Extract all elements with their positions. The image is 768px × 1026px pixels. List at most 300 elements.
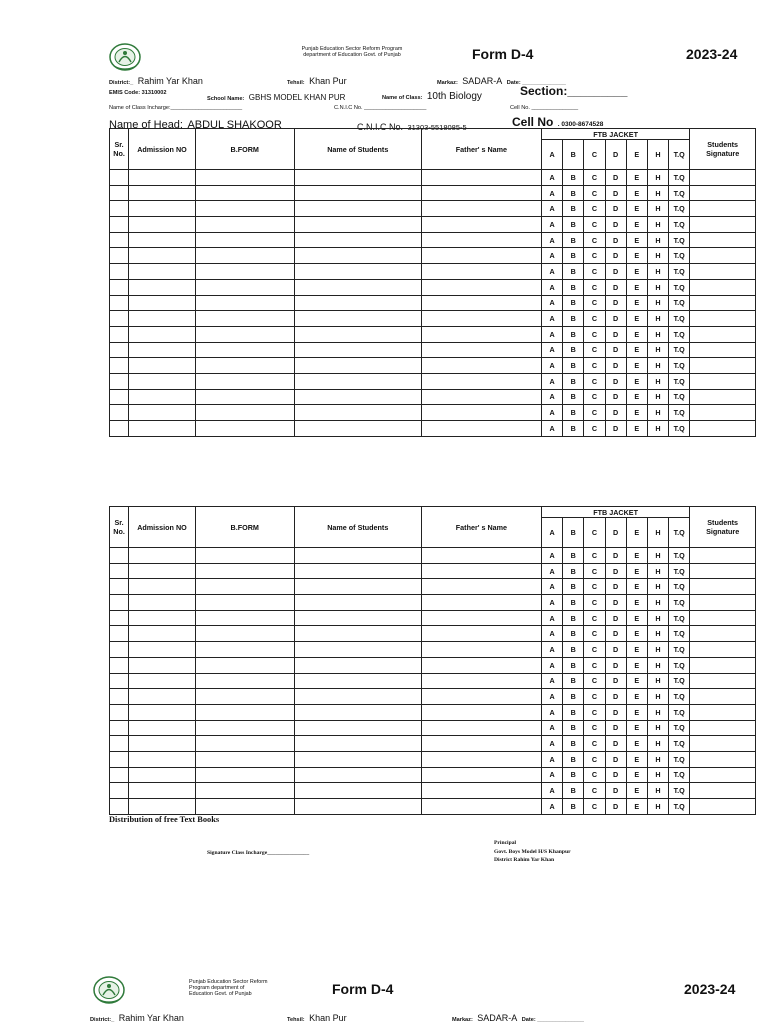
signature-cell bbox=[690, 673, 756, 689]
subject-cell: A bbox=[541, 642, 562, 658]
subject-cell: B bbox=[563, 751, 584, 767]
subject-cell: H bbox=[647, 704, 668, 720]
subject-cell: E bbox=[626, 342, 647, 358]
subject-cell: A bbox=[541, 217, 562, 233]
cnic-label: C.N.I.C No. bbox=[357, 122, 404, 132]
subject-cell: D bbox=[605, 720, 626, 736]
admission-no-cell bbox=[129, 751, 196, 767]
father-name-cell bbox=[421, 248, 541, 264]
father-name-cell bbox=[421, 783, 541, 799]
bform-cell bbox=[195, 217, 294, 233]
tehsil-label: Tehsil: bbox=[287, 80, 305, 86]
subject-cell: E bbox=[626, 373, 647, 389]
ftb-jacket-header: FTB JACKET bbox=[541, 507, 689, 518]
student-name-cell bbox=[294, 279, 421, 295]
subject-cell: T.Q bbox=[669, 295, 690, 311]
subject-header: H bbox=[647, 518, 668, 548]
subject-header: D bbox=[605, 140, 626, 170]
subject-cell: B bbox=[563, 736, 584, 752]
subject-cell: T.Q bbox=[669, 689, 690, 705]
signature-cell bbox=[690, 548, 756, 564]
subject-cell: C bbox=[584, 311, 605, 327]
subject-cell: B bbox=[563, 563, 584, 579]
school-label: School Name: bbox=[207, 96, 245, 102]
subject-cell: E bbox=[626, 767, 647, 783]
table-row bbox=[110, 610, 756, 626]
subject-cell: C bbox=[584, 373, 605, 389]
bform-cell bbox=[195, 689, 294, 705]
bform-cell bbox=[195, 248, 294, 264]
subject-cell: E bbox=[626, 657, 647, 673]
subject-cell: C bbox=[584, 783, 605, 799]
subject-cell: B bbox=[563, 421, 584, 437]
father-name-cell bbox=[421, 342, 541, 358]
cell-label: Cell No bbox=[512, 115, 554, 129]
subject-cell: C bbox=[584, 610, 605, 626]
sr-no-cell bbox=[110, 799, 129, 815]
subject-cell: C bbox=[584, 201, 605, 217]
subject-cell: H bbox=[647, 673, 668, 689]
subject-cell: A bbox=[541, 563, 562, 579]
sr-no-cell bbox=[110, 373, 129, 389]
subject-cell: C bbox=[584, 626, 605, 642]
subject-cell: E bbox=[626, 279, 647, 295]
student-table-2 bbox=[109, 506, 756, 815]
cnic-value: 31303-5518085-5 bbox=[407, 123, 467, 132]
subject-cell: D bbox=[605, 248, 626, 264]
principal-block bbox=[494, 839, 571, 865]
admission-no-cell bbox=[129, 311, 196, 327]
signature-cell bbox=[690, 421, 756, 437]
program-line: Program department of bbox=[189, 985, 245, 992]
table-row bbox=[110, 642, 756, 658]
subject-cell: E bbox=[626, 264, 647, 280]
admission-no-cell bbox=[129, 421, 196, 437]
subject-cell: E bbox=[626, 720, 647, 736]
father-name-cell bbox=[421, 579, 541, 595]
table-row bbox=[110, 358, 756, 374]
subject-cell: T.Q bbox=[669, 767, 690, 783]
district-label: District:_ bbox=[90, 1017, 115, 1023]
subject-cell: H bbox=[647, 326, 668, 342]
subject-cell: A bbox=[541, 657, 562, 673]
father-name-cell bbox=[421, 704, 541, 720]
sr-no-cell bbox=[110, 326, 129, 342]
bform-cell bbox=[195, 563, 294, 579]
subject-cell: A bbox=[541, 201, 562, 217]
incharge-cell-field: Cell No. _______________ bbox=[510, 105, 579, 111]
subject-cell: T.Q bbox=[669, 642, 690, 658]
subject-cell: C bbox=[584, 248, 605, 264]
punjab-logo bbox=[92, 975, 126, 1005]
subject-cell: C bbox=[584, 264, 605, 280]
subject-cell: D bbox=[605, 579, 626, 595]
subject-cell: C bbox=[584, 185, 605, 201]
father-name-cell bbox=[421, 405, 541, 421]
sr-no-cell bbox=[110, 342, 129, 358]
subject-header: E bbox=[626, 140, 647, 170]
student-name-cell bbox=[294, 736, 421, 752]
subject-cell: C bbox=[584, 799, 605, 815]
signature-cell bbox=[690, 389, 756, 405]
sr-no-cell bbox=[110, 657, 129, 673]
subject-cell: E bbox=[626, 595, 647, 611]
subject-cell: A bbox=[541, 232, 562, 248]
subject-cell: A bbox=[541, 548, 562, 564]
signature-cell bbox=[690, 358, 756, 374]
subject-cell: D bbox=[605, 689, 626, 705]
subject-cell: B bbox=[563, 548, 584, 564]
tehsil-label: Tehsil: bbox=[287, 1017, 305, 1023]
sr-no-cell bbox=[110, 389, 129, 405]
father-name-cell bbox=[421, 642, 541, 658]
bform-cell bbox=[195, 264, 294, 280]
sr-no-cell bbox=[110, 201, 129, 217]
student-name-cell bbox=[294, 170, 421, 186]
subject-cell: T.Q bbox=[669, 217, 690, 233]
subject-cell: H bbox=[647, 217, 668, 233]
subject-cell: B bbox=[563, 279, 584, 295]
bform-cell bbox=[195, 373, 294, 389]
admission-no-cell bbox=[129, 642, 196, 658]
district-label: District:_ bbox=[109, 80, 134, 86]
subject-cell: A bbox=[541, 405, 562, 421]
bform-cell bbox=[195, 389, 294, 405]
class-value: 10th Biology bbox=[426, 91, 482, 102]
subject-cell: E bbox=[626, 389, 647, 405]
table-row bbox=[110, 720, 756, 736]
table-row bbox=[110, 704, 756, 720]
subject-cell: B bbox=[563, 626, 584, 642]
subject-cell: E bbox=[626, 311, 647, 327]
signature-cell bbox=[690, 767, 756, 783]
subject-cell: E bbox=[626, 751, 647, 767]
table-row bbox=[110, 295, 756, 311]
table-row bbox=[110, 595, 756, 611]
sr-no-header: Sr. No. bbox=[110, 129, 129, 170]
bform-cell bbox=[195, 421, 294, 437]
student-name-cell bbox=[294, 595, 421, 611]
subject-cell: C bbox=[584, 405, 605, 421]
subject-cell: A bbox=[541, 295, 562, 311]
subject-cell: E bbox=[626, 326, 647, 342]
subject-cell: A bbox=[541, 689, 562, 705]
student-name-cell bbox=[294, 751, 421, 767]
student-name-cell bbox=[294, 405, 421, 421]
tehsil-value: Khan Pur bbox=[309, 1013, 347, 1023]
student-name-cell bbox=[294, 311, 421, 327]
class-label: Name of Class: bbox=[382, 95, 423, 101]
subject-cell: A bbox=[541, 799, 562, 815]
subject-cell: C bbox=[584, 217, 605, 233]
subject-cell: D bbox=[605, 642, 626, 658]
subject-cell: B bbox=[563, 720, 584, 736]
signature-cell bbox=[690, 736, 756, 752]
student-name-cell bbox=[294, 783, 421, 799]
subject-header: T.Q bbox=[669, 140, 690, 170]
signature-cell bbox=[690, 217, 756, 233]
subject-cell: B bbox=[563, 579, 584, 595]
subject-cell: D bbox=[605, 311, 626, 327]
subject-cell: D bbox=[605, 783, 626, 799]
sr-no-cell bbox=[110, 358, 129, 374]
father-name-cell bbox=[421, 548, 541, 564]
signature-cell bbox=[690, 248, 756, 264]
signature-cell bbox=[690, 279, 756, 295]
father-name-header: Father' s Name bbox=[421, 507, 541, 548]
table-row bbox=[110, 767, 756, 783]
subject-cell: D bbox=[605, 185, 626, 201]
sr-no-cell bbox=[110, 579, 129, 595]
father-name-cell bbox=[421, 232, 541, 248]
table-row bbox=[110, 232, 756, 248]
student-name-cell bbox=[294, 342, 421, 358]
subject-cell: H bbox=[647, 610, 668, 626]
sr-no-cell bbox=[110, 295, 129, 311]
subject-cell: T.Q bbox=[669, 657, 690, 673]
subject-cell: B bbox=[563, 342, 584, 358]
father-name-cell bbox=[421, 799, 541, 815]
subject-cell: C bbox=[584, 704, 605, 720]
subject-cell: A bbox=[541, 358, 562, 374]
subject-cell: B bbox=[563, 170, 584, 186]
father-name-cell bbox=[421, 264, 541, 280]
admission-no-header: Admission NO bbox=[129, 129, 196, 170]
student-name-cell bbox=[294, 610, 421, 626]
subject-cell: C bbox=[584, 548, 605, 564]
student-name-cell bbox=[294, 389, 421, 405]
subject-cell: T.Q bbox=[669, 389, 690, 405]
sr-no-cell bbox=[110, 626, 129, 642]
father-name-cell bbox=[421, 311, 541, 327]
sr-no-cell bbox=[110, 736, 129, 752]
subject-cell: H bbox=[647, 232, 668, 248]
bform-cell bbox=[195, 358, 294, 374]
subject-cell: T.Q bbox=[669, 232, 690, 248]
subject-cell: E bbox=[626, 673, 647, 689]
subject-cell: T.Q bbox=[669, 548, 690, 564]
signature-cell bbox=[690, 689, 756, 705]
punjab-logo bbox=[108, 42, 142, 72]
father-name-cell bbox=[421, 279, 541, 295]
admission-no-cell bbox=[129, 248, 196, 264]
subject-cell: B bbox=[563, 232, 584, 248]
subject-cell: A bbox=[541, 342, 562, 358]
subject-cell: E bbox=[626, 704, 647, 720]
subject-cell: H bbox=[647, 548, 668, 564]
father-name-cell bbox=[421, 217, 541, 233]
table-row bbox=[110, 264, 756, 280]
subject-header: E bbox=[626, 518, 647, 548]
bform-cell bbox=[195, 751, 294, 767]
subject-cell: H bbox=[647, 642, 668, 658]
subject-header: B bbox=[563, 518, 584, 548]
admission-no-cell bbox=[129, 185, 196, 201]
subject-cell: T.Q bbox=[669, 563, 690, 579]
subject-cell: D bbox=[605, 704, 626, 720]
subject-cell: A bbox=[541, 783, 562, 799]
sr-no-cell bbox=[110, 642, 129, 658]
student-name-cell bbox=[294, 295, 421, 311]
subject-cell: E bbox=[626, 217, 647, 233]
admission-no-cell bbox=[129, 373, 196, 389]
subject-cell: T.Q bbox=[669, 673, 690, 689]
subject-cell: T.Q bbox=[669, 342, 690, 358]
subject-header: C bbox=[584, 140, 605, 170]
signature-cell bbox=[690, 751, 756, 767]
subject-cell: D bbox=[605, 232, 626, 248]
subject-cell: C bbox=[584, 595, 605, 611]
subject-cell: H bbox=[647, 736, 668, 752]
student-name-cell bbox=[294, 421, 421, 437]
subject-cell: H bbox=[647, 311, 668, 327]
father-name-cell bbox=[421, 595, 541, 611]
subject-cell: A bbox=[541, 185, 562, 201]
subject-cell: T.Q bbox=[669, 326, 690, 342]
subject-cell: B bbox=[563, 217, 584, 233]
tehsil-value: Khan Pur bbox=[309, 76, 347, 86]
subject-cell: E bbox=[626, 421, 647, 437]
bform-cell bbox=[195, 610, 294, 626]
subject-cell: B bbox=[563, 704, 584, 720]
subject-cell: H bbox=[647, 342, 668, 358]
bform-cell bbox=[195, 642, 294, 658]
subject-cell: T.Q bbox=[669, 421, 690, 437]
sr-no-cell bbox=[110, 610, 129, 626]
sr-no-cell bbox=[110, 595, 129, 611]
table-row bbox=[110, 185, 756, 201]
signature-cell bbox=[690, 342, 756, 358]
table-row bbox=[110, 170, 756, 186]
subject-cell: E bbox=[626, 248, 647, 264]
subject-cell: C bbox=[584, 657, 605, 673]
admission-no-cell bbox=[129, 626, 196, 642]
table-row bbox=[110, 248, 756, 264]
subject-header: A bbox=[541, 518, 562, 548]
student-name-cell bbox=[294, 642, 421, 658]
signature-cell bbox=[690, 373, 756, 389]
table-row bbox=[110, 579, 756, 595]
subject-cell: D bbox=[605, 595, 626, 611]
bform-cell bbox=[195, 736, 294, 752]
bform-cell bbox=[195, 405, 294, 421]
subject-header: H bbox=[647, 140, 668, 170]
subject-cell: T.Q bbox=[669, 358, 690, 374]
subject-cell: E bbox=[626, 642, 647, 658]
signature-cell bbox=[690, 610, 756, 626]
subject-cell: B bbox=[563, 326, 584, 342]
subject-cell: E bbox=[626, 548, 647, 564]
table-row bbox=[110, 736, 756, 752]
program-title bbox=[292, 46, 412, 58]
subject-cell: C bbox=[584, 751, 605, 767]
subject-cell: C bbox=[584, 326, 605, 342]
subject-cell: D bbox=[605, 201, 626, 217]
subject-cell: D bbox=[605, 217, 626, 233]
subject-header: B bbox=[563, 140, 584, 170]
subject-cell: T.Q bbox=[669, 185, 690, 201]
signature-cell bbox=[690, 657, 756, 673]
student-name-cell bbox=[294, 232, 421, 248]
subject-cell: A bbox=[541, 626, 562, 642]
subject-cell: A bbox=[541, 326, 562, 342]
admission-no-cell bbox=[129, 405, 196, 421]
subject-cell: H bbox=[647, 421, 668, 437]
distribution-note: Distribution of free Text Books bbox=[109, 815, 220, 824]
sr-no-cell bbox=[110, 311, 129, 327]
subject-cell: E bbox=[626, 201, 647, 217]
subject-cell: E bbox=[626, 405, 647, 421]
program-title-bottom bbox=[189, 979, 268, 998]
father-name-cell bbox=[421, 689, 541, 705]
student-name-cell bbox=[294, 548, 421, 564]
student-name-cell bbox=[294, 767, 421, 783]
signature-class-incharge: Signature Class Incharge_______________ bbox=[207, 850, 310, 856]
signature-cell bbox=[690, 201, 756, 217]
subject-cell: C bbox=[584, 389, 605, 405]
student-name-cell bbox=[294, 799, 421, 815]
subject-cell: H bbox=[647, 405, 668, 421]
bform-header: B.FORM bbox=[195, 129, 294, 170]
bform-cell bbox=[195, 185, 294, 201]
subject-cell: H bbox=[647, 767, 668, 783]
subject-cell: T.Q bbox=[669, 373, 690, 389]
subject-cell: A bbox=[541, 595, 562, 611]
subject-cell: T.Q bbox=[669, 264, 690, 280]
signature-cell bbox=[690, 595, 756, 611]
admission-no-cell bbox=[129, 657, 196, 673]
admission-no-cell bbox=[129, 704, 196, 720]
bform-cell bbox=[195, 783, 294, 799]
district-row bbox=[109, 71, 203, 89]
father-name-cell bbox=[421, 736, 541, 752]
subject-cell: B bbox=[563, 264, 584, 280]
subject-cell: D bbox=[605, 610, 626, 626]
father-name-cell bbox=[421, 767, 541, 783]
subject-cell: H bbox=[647, 185, 668, 201]
student-name-cell bbox=[294, 264, 421, 280]
signature-header: Students Signature bbox=[690, 129, 756, 170]
subject-cell: D bbox=[605, 389, 626, 405]
subject-cell: T.Q bbox=[669, 799, 690, 815]
subject-cell: B bbox=[563, 389, 584, 405]
subject-cell: H bbox=[647, 689, 668, 705]
subject-cell: C bbox=[584, 170, 605, 186]
sr-no-cell bbox=[110, 783, 129, 799]
subject-cell: E bbox=[626, 626, 647, 642]
bform-cell bbox=[195, 720, 294, 736]
incharge-cnic-field: C.N.I.C No. ____________________ bbox=[334, 105, 427, 111]
subject-cell: H bbox=[647, 799, 668, 815]
student-name-cell bbox=[294, 579, 421, 595]
subject-cell: C bbox=[584, 689, 605, 705]
subject-cell: C bbox=[584, 295, 605, 311]
sr-no-cell bbox=[110, 548, 129, 564]
subject-cell: A bbox=[541, 579, 562, 595]
sr-no-cell bbox=[110, 689, 129, 705]
bform-cell bbox=[195, 579, 294, 595]
subject-cell: E bbox=[626, 736, 647, 752]
student-name-cell bbox=[294, 326, 421, 342]
subject-cell: D bbox=[605, 373, 626, 389]
signature-cell bbox=[690, 783, 756, 799]
subject-cell: B bbox=[563, 373, 584, 389]
father-name-cell bbox=[421, 170, 541, 186]
admission-no-cell bbox=[129, 326, 196, 342]
sr-no-cell bbox=[110, 264, 129, 280]
sr-no-cell bbox=[110, 217, 129, 233]
subject-cell: E bbox=[626, 232, 647, 248]
